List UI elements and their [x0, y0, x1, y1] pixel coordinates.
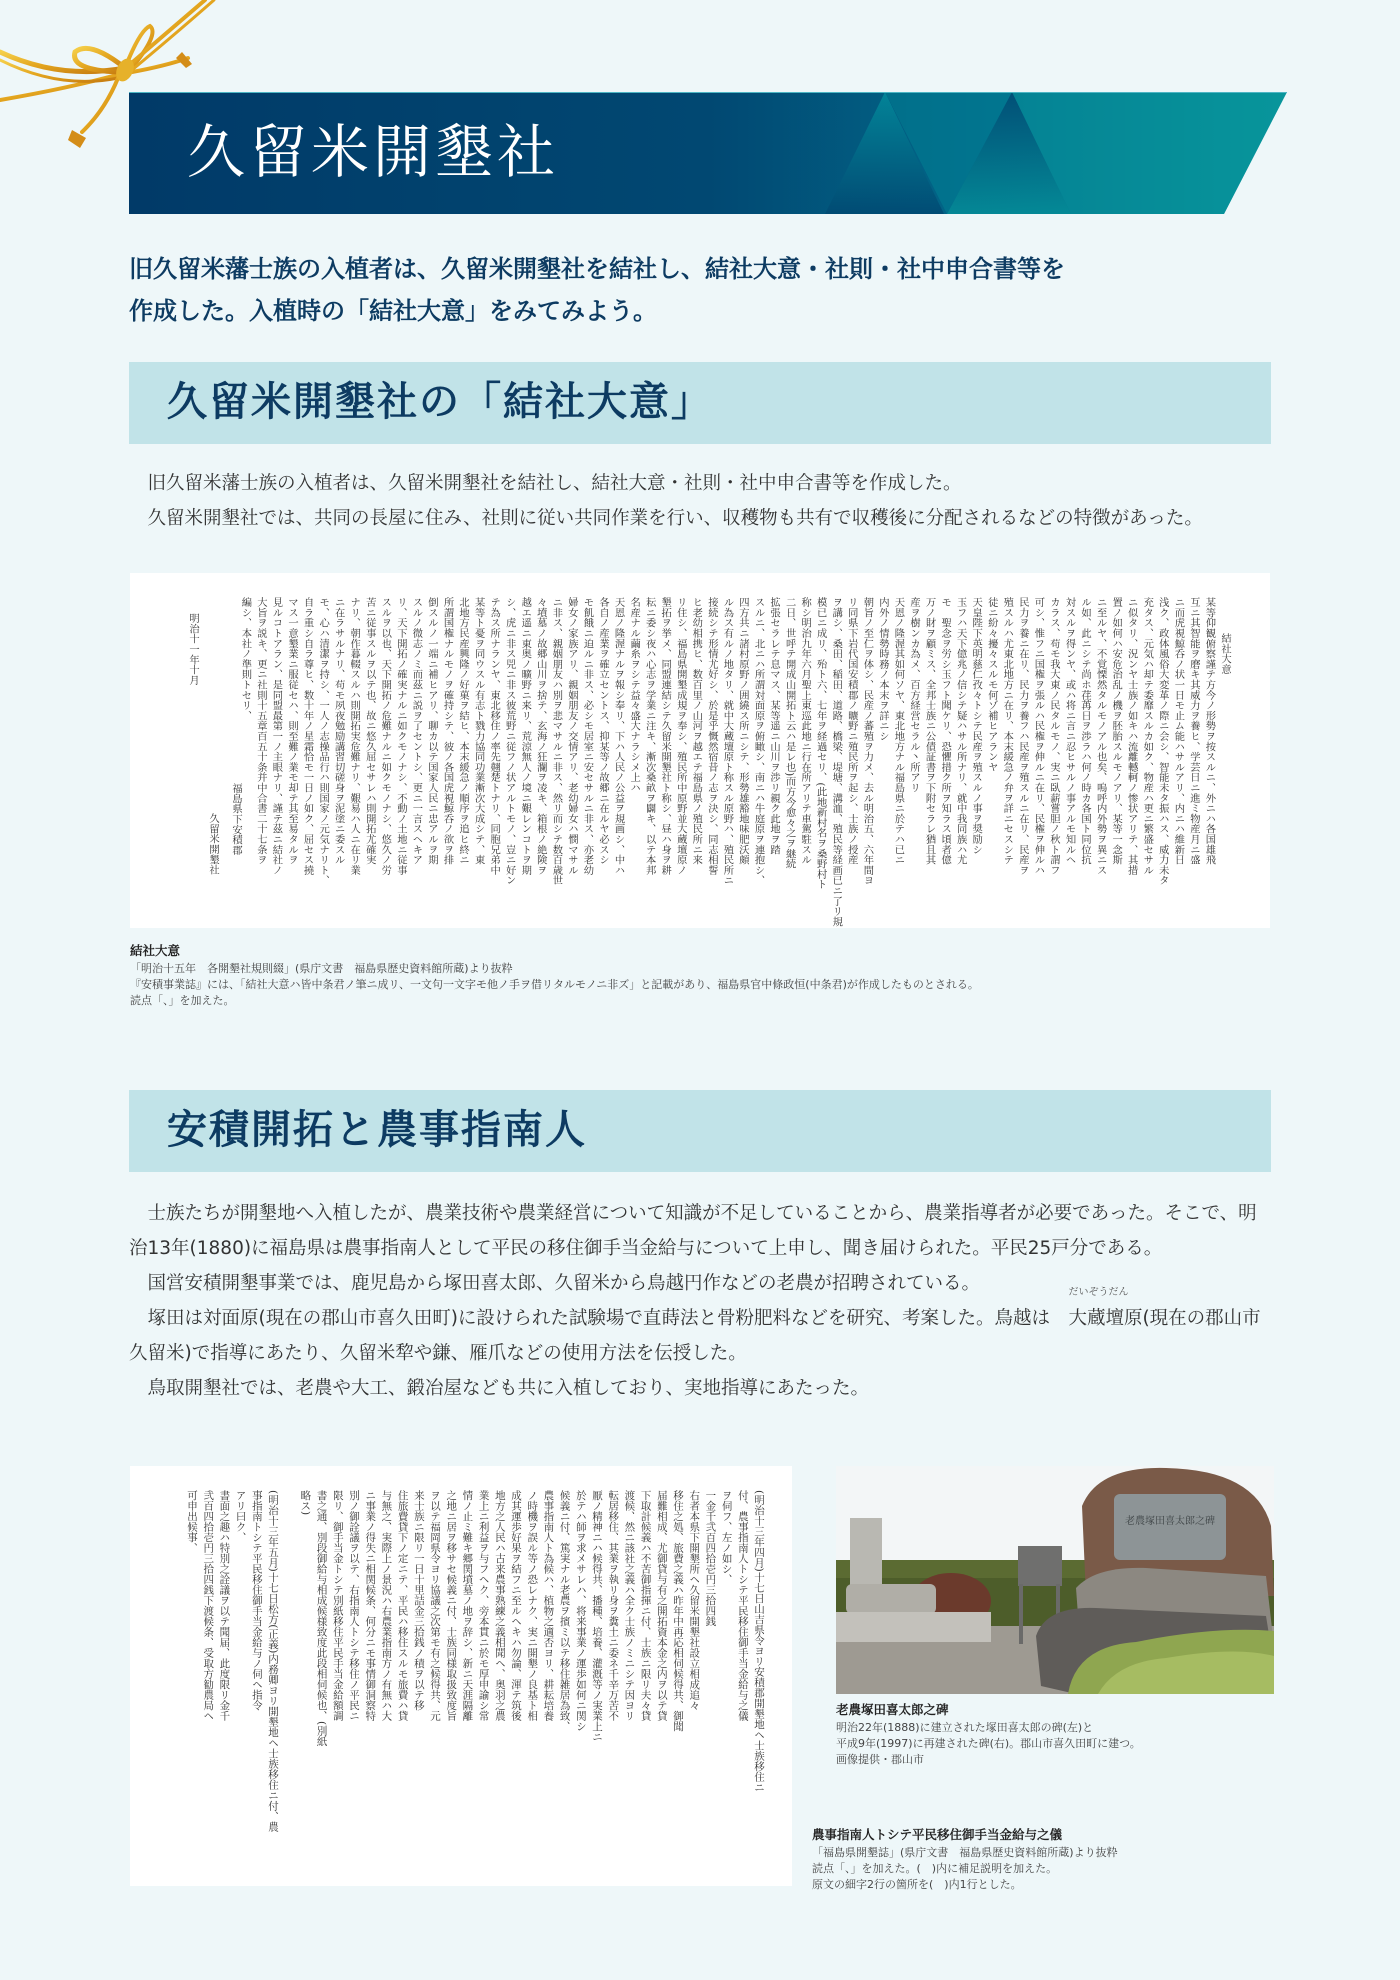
document-column: ニ似タリ、況ンヤ士族ノ如キハ流離轗軻ノ惨状アリテ、其措 [1125, 597, 1138, 876]
document-column: 北地方民産興隆ノ好菓ヲ結ヒ、本末緩急ノ順序ヲ追ヒ終ニ [457, 597, 470, 865]
document-column: 々墳墓ノ故郷山川ヲ捨テ、玄海ノ狂瀾ヲ凌キ、箱根ノ絶険ヲ [534, 597, 547, 876]
paragraph-text: 原(現在の郡山市久留米)で指導にあたり、久留米犂や鎌、雁爪などの使用方法を伝授した。 [129, 1308, 1261, 1364]
document-column: 置ノ如何ハ安危治乱ノ機ヲ胚胎スルモノアリ、某等一念斯 [1110, 597, 1123, 865]
document-column: 二日、世呼テ開成山開拓ト云ハ是レ也)而方今愈々之ヲ継続 [783, 597, 796, 869]
document-column: 拡張セラレテ息マス、某等遥ニ山川ヲ渉リ親ク此地ヲ踏 [768, 597, 781, 855]
section-title: 安積開拓と農事指南人 [167, 1106, 587, 1153]
document-column: 付、農事指南人トシテ平民移住御手当金給与之儀 [736, 1490, 749, 1721]
lead-text [129, 248, 1269, 332]
document-column: 見ルコトアラン、是同盟最第一ノ主眼ナリ、謹テ茲ニ結社ノ [270, 597, 283, 876]
document-column: 大旨ヲ説キ、更ニ社則十五章百五十条并中合書二十七条ヲ [254, 597, 267, 865]
caption-line: 『安積事業誌』には、「結社大意ハ皆中条君ノ筆ニ成リ、一文句一文字モ他ノ手ヲ借リタルモノニ非ズ」と記載があり、福島県官中條政恒(中条君)が作成したものとされる。 [130, 978, 979, 991]
document-column: 来士族ニ限リ一日十里詰金三拾銭ノ積ヲ以テ移 [412, 1490, 425, 1711]
document-column: 某等ト憂ヲ同ウスル有志ト戮力協同功業漸次大成シテ、東 [472, 597, 485, 865]
caption-line: 「福島県開墾誌」(県庁文書 福島県歴史資料館所蔵)より抜粋 [812, 1846, 1118, 1859]
document-column: 耘ニ委シ夜ハ心志ヲ学業ニ注キ、漸次桑畝ヲ闢キ、以テ本邦 [643, 597, 656, 876]
document-column: ヲ伺フ、左ノ如シ、 [720, 1490, 733, 1585]
document-column: 浅ク、政体風俗大変革ノ際ニ会シ、智能未タ振ハス、威力未タ [1156, 597, 1169, 886]
tsukada-monument-photo [836, 1466, 1274, 1694]
caption-line: 読点「、」を加えた。 [130, 994, 235, 1007]
document-column: 充タス、元気ハ却テ委靡スルカ如ク、物産ハ更ニ繁盛セサル [1141, 597, 1154, 876]
document-column: モ、心ハ清潔ヲ持シ、一人ノ志操品行ハ則国家ノ元気ナリト、 [317, 597, 330, 886]
document-column: 事指南トシテ平民移住御手当金給与ノ伺ヘ指令 [250, 1490, 263, 1711]
document-column: 略ス) [299, 1490, 312, 1516]
document-column: モ 聖念ヲ労シ玉フト聞ケリ、恐懼措ク所ヲ知ラス頃者億 [939, 597, 952, 865]
document-column: ニ非ス、親姻朋友ハ別ヲ悲マサルニ非ス、然リ而シテ数百歳世 [550, 597, 563, 886]
document-column: 結社大意 [1219, 633, 1231, 675]
caption-title: 老農塚田喜太郎之碑 [836, 1702, 949, 1717]
document-column: 住旅費貸下ノ定ニテ、平民ハ移住スルモ旅費ハ貸 [396, 1490, 409, 1721]
document-column: 一金千弐百四拾壱円三拾四銭 [704, 1490, 717, 1627]
document-column: 情ノ止ミ難キ郷関墳墓ノ地ヲ辞シ、新ニ天涯隔離 [461, 1490, 474, 1721]
document-column: 産ヲ樹ンカ為メ、百方経営セラル丶所アリ [908, 597, 920, 793]
caption-line: 画像提供・郡山市 [836, 1753, 924, 1766]
caption-line: 明治22年(1888)に建立された塚田喜太郎の碑(左)と [836, 1721, 1094, 1734]
document-column: 右者本県下開墾所ヘ久留米開墾社設立相成追々 [688, 1490, 701, 1711]
monument-photo-image [836, 1466, 1274, 1694]
section-header-ketsusha-taii [129, 362, 1271, 444]
document-column: 可申出候事、 [186, 1490, 198, 1553]
section-header-asaka-kaitaku [129, 1090, 1271, 1172]
document-column: 殖スルハ尤東北地方ニ在リ、本末緩急ノ弁ヲ詳ニセスシテ [1001, 597, 1014, 865]
document-column: ノ時機ヲ誤ル等ノ恐レナク、実ニ開墾ノ良基ト相 [526, 1490, 539, 1721]
document-column: リ、天下開拓ノ確実ナルニ如クモノナシ、不動ノ土地ニ従事 [394, 597, 407, 876]
paragraph: 国営安積開墾事業では、鹿児島から塚田喜太郎、久留米から鳥越円作などの老農が招聘されている。 [147, 1273, 981, 1294]
document-column: 与無之、実際上ノ景況ハ右農業指南方ノ有無ハ大 [380, 1490, 393, 1721]
caption-line: 平成9年(1997)に再建された碑(右)。郡山市喜久田町に建つ。 [836, 1737, 1141, 1750]
document-column: スルノ微志ノミ而茲ニ説ヲ了セントシ、更ニ一言スヘキア [410, 597, 423, 865]
lead-line: 旧久留米藩士族の入植者は、久留米開墾社を結社し、結社大意・社則・社中申合書等を [129, 254, 1065, 283]
document-column: ヲ講シ、桑田、稲田、道路、橋梁、堤塘、溝洫、殖民等経画已ニ了リ規 [830, 597, 843, 927]
document-column: 自ラ重シ自ラ尊ヒ、数十年ノ星霜恰モ一日ノ如ク、屈セス撓 [301, 597, 314, 876]
document-column: 各自ノ産業ヲ確立セントス、抑某等ノ故郷ニ在ルヤ必スシ [597, 597, 609, 865]
document-column: 互ニ其智能ヲ磨キ其威力ヲ養ヒ、学芸日ニ進ミ物産月ニ盛 [1187, 597, 1200, 865]
document-column: 対スルヲ得ンヤ、或ハ将ニ言ニ忍ヒサルノ事アルモ知ルヘ [1063, 597, 1076, 865]
document-column: (明治十三年四月)十七日山吉県令ヨリ安積郡開墾地ヘ士族移住ニ [753, 1490, 765, 1793]
ruby-word [1050, 1287, 1129, 1336]
section2-body [129, 1196, 1271, 1406]
document-column: 転居移住、其業ヲ執リ身ヲ糞土ニ委ネ千辛万苦不 [607, 1490, 620, 1721]
document-column: 倒スルノ一端ニ補ヒアリ、聊カ以テ国家人民ニ忠アルヲ期 [425, 597, 438, 865]
document-column: 届難相成、尤御貸与有之開拓資本金之内ヲ以テ貸 [655, 1490, 668, 1721]
document-column: ニ在ラサルナリ、苟モ夙夜勉励講習切磋身ヲ泥塗ニ委スル [332, 597, 345, 865]
lead-line: 作成した。入植時の「結社大意」をみてみよう。 [129, 296, 657, 325]
document-column: 厭ノ精神ニハ候得共、播種、培養、灌漑等ノ実業上ニ [591, 1490, 603, 1742]
page-title: 久留米開墾社 [187, 118, 560, 186]
document-column: 朝旨ノ至仁ヲ体シ、民産ノ蕃殖ヲ力メ、去ル明治五、六年間ヨ [861, 597, 874, 886]
document-column: 業上ニ利益ヲ与フヘク、旁本貫ニ於モ厚申諭シ常 [477, 1490, 490, 1721]
document-column: リ住シ、福島県開墾成規ヲ奉シ、殖民所中原野並大蔵壇原ノ [674, 597, 687, 876]
document-column: アリ曰ク、 [234, 1490, 247, 1543]
document-column: 於テハ師ヲ求メサレハ、将来事業ノ運歩如何ニ関シ [574, 1490, 587, 1732]
document-column: 四方共ニ諸村原野ノ囲繞ス所ニシテ、形勢雄豁地味肥沃頗 [736, 597, 749, 865]
document-column: リ同県下岩代国安積郡ノ曠野ニ殖民所ヲ起シ、士族ノ授産 [845, 597, 858, 865]
paragraph-with-ruby [129, 1287, 1271, 1371]
noji-shinannin-document [130, 1466, 792, 1886]
document-column: 名産ナル繭糸ヲシテ益々盛大ナラシメ上ハ [628, 597, 641, 793]
document-column: 書之通、別段御給与相成候様致度此段相伺候也、(別紙 [315, 1490, 328, 1747]
document-column: シ、虎ニ非ス兕ニ非ス彼荒野ニ従フノ状アルトモノ、豈ニ好ン [503, 597, 516, 886]
document-column: 候義ニ付、篤実ナル老農ヲ擯ミ以テ移住雑居為致、 [558, 1490, 571, 1732]
document-signature-org: 久留米開墾社 [207, 813, 219, 875]
title-banner [129, 92, 1287, 214]
ruby-base: 大蔵壇 [1068, 1308, 1124, 1329]
section-title: 久留米開墾社の「結社大意」 [167, 378, 713, 425]
document-column: 万ノ財ヲ顧ミス、全邦士族ニ公債証書ヲ下附セラレ猶且其 [923, 597, 936, 865]
document-column: 徒ニ紛々擾々スルモ何ゾ補ヒアランヤ [985, 597, 998, 773]
document-column: 模已ニ成リ、殆ト六、七年ヲ経過セリ、(此地新村名ヲ桑野村ト [814, 597, 827, 890]
caption-line: 「明治十五年 各開墾社規則綴」(県庁文書 福島県歴史資料館所蔵)より抜粋 [130, 962, 513, 975]
section1-body [129, 466, 1271, 536]
caption-title: 結社大意 [130, 943, 181, 958]
document-column: 之地ニ居ヲ移サセ候義ニ付、士族同様取扱致度旨 [445, 1490, 458, 1721]
document-column: 接続シテ形情尤好シ、於是乎慨然宿昔ノ志ヲ決シ、同志相誓 [705, 597, 718, 876]
ketsusha-taii-document [130, 573, 1270, 928]
document-column: 苦ニ従事スルヲ以テ也、故ニ悠久屈セサレハ則開拓尤確実 [363, 597, 376, 865]
document-column: ヒ老幼相携ヒ、数百里ノ山河ヲ越エテ福島県ノ殖民所ニ来 [690, 597, 703, 865]
document-column: 内外ノ情勢時務ノ本末ヲ詳ニシ [876, 597, 889, 742]
document-column: マス一意墾業ニ服従セハ、則至難ノ業モ却テ其至易タルヲ [286, 597, 298, 865]
document-column: 地方之人民ハ古来農事熟練之義相聞ヘ、奥羽之農 [493, 1490, 506, 1721]
ketsusha-taii-caption [130, 941, 1230, 1009]
document-column: 成其運歩好果ヲ結フニ至ルヘキハ勿論、渾テ筑後 [510, 1490, 522, 1721]
document-column: 可シ、惟フニ国権ヲ張ルハ民権ヲ伸ルニ在リ、民権ヲ伸ルハ [1032, 597, 1045, 876]
document-column: 移住之処、旅費之義ハ昨年中再応相伺候得共、御聞 [672, 1490, 684, 1732]
document-column: 書面之趣ハ特別之詮議ヲ以テ聞届、此度限リ金千 [218, 1490, 231, 1721]
document-column: 所謂国権ナルモノヲ確持シテ、彼ノ各国虎視鯨呑ノ欲ヲ排 [441, 597, 454, 865]
document-column: 下取計候義ハ不苦御指揮ニ付、士族ニ限リ夫々貸 [639, 1490, 652, 1721]
document-column: 編シ、本社ノ準則トセリ、 [239, 597, 252, 721]
caption-line: 読点「、」を加えた。( )内に補足説明を加えた。 [812, 1862, 1058, 1875]
document-column: ニ事業ノ得失ニ相関候条、何分ニモ事情御洞察特 [364, 1490, 377, 1721]
document-column: 越エ遥ニ東奥ノ曠野ニ来リ、荒涼無人ノ境ニ艱レンコトヲ期 [519, 597, 532, 876]
document-column: スルニ、北ニハ所謂対面原ヲ俯瞰シ、南ニハ牛庭原ヲ連抱シ、 [752, 597, 765, 886]
document-column: テ為ス所ナランヤ、東北移住ノ率先翹楚トナリ、同胞兄弟中 [488, 597, 501, 876]
document-column: 民力ヲ養ニ在リ、民力ヲ養フハ民産ヲ殖スルニ在リ、民産ヲ [1016, 597, 1029, 876]
ruby-reading: だいぞうだん [1068, 1287, 1129, 1298]
document-column: 天皇陛下英明慈仁孜々トシテ民産ヲ殖スルノ事ヲ奨励シ [970, 597, 983, 855]
document-column: (明治十三年五月)十七日松方(正義)内務卿ヨリ開墾地ヘ士族移住ニ付、農 [267, 1490, 279, 1832]
document-column: 天恩ノ隆渥其如何ソヤ、東北地方ナル福島県ニ於テハ已ニ [892, 597, 905, 865]
document-column: 弐百四拾壱円三拾四銭下渡候条、受取方勧農局ヘ [202, 1490, 215, 1721]
paragraph-text: 塚田は対面原(現在の郡山市喜久田町)に設けられた試験場で直蒔法と骨粉肥料などを研究、考案した。鳥越は [147, 1308, 1050, 1329]
document-column: 婦女ノ家族アリ、親姻朋友ノ交情アリ、老幼婦女ハ憫マサル [565, 597, 578, 876]
document-column: カラス、苟モ我大東ノ民タルモノ、実ニ臥薪嘗胆ノ秋ト謂フ [1047, 597, 1060, 876]
document-column: 渡候、然ニ該社之義ハ全ク士族ノミニシテ因ヨリ [623, 1490, 636, 1721]
caption-title: 農事指南人トシテ平民移住御手当金給与之儀 [812, 1827, 1063, 1842]
document-column: ヲ以テ福岡県令ヨリ協議之次第モ有之候得共、元 [429, 1490, 441, 1721]
monument-inscription: 老農塚田喜太郎之碑 [1125, 1516, 1215, 1527]
paragraph: 久留米開墾社では、共同の長屋に住み、社則に従い共同作業を行い、収穫物も共有で収穫後に分配されるなどの特徴があった。 [147, 508, 1203, 529]
paragraph: 旧久留米藩士族の入植者は、久留米開墾社を結社し、結社大意・社則・社中申合書等を作成した。 [147, 473, 962, 494]
document-column: スルヲ以也、天下開拓ノ危難ナルニ如クモノナシ、悠久ノ労 [379, 597, 392, 876]
document-column: ニ至ルヤ、不覚慄然タルモノアル也矣、嗚呼内外勢ヲ異ニス [1094, 597, 1107, 876]
document-signature-date: 明治十一年十月 [187, 613, 199, 686]
document-column: ル為ス有ルノ地タリ、就中大蔵壇原ト称スル原野ハ、殖民所ニ [721, 597, 734, 886]
document-column: 墾拓ヲ挙メ、同盟連結シテ久留米開墾社ト称シ、昼ハ身ヲ耕 [659, 597, 672, 876]
document-column: ニ而虎視鯨呑ノ状一日モ止ム能ハサルアリ、内ニハ維新日 [1172, 597, 1185, 865]
document-column: 別ノ御詮議ヲ以テ、右指南人トシテ移住ノ平民ニ [348, 1490, 360, 1721]
photo-caption [836, 1700, 1276, 1768]
document-column: 玉フハ天下億兆ノ信シテ疑ハサル所ナリ、就中我同族ハ尤 [954, 597, 967, 865]
document-column: モ飢餓ニ迫ルニ非ス、必シモ居室ニ安セサルニ非ス、亦老幼 [581, 597, 594, 876]
paragraph: 鳥取開墾社では、老農や大工、鍛冶屋なども共に入植しており、実地指導にあたった。 [147, 1378, 870, 1399]
document-signature-place: 福島県下安積郡 [230, 783, 242, 856]
document-column: 称シ明治九年六月聖上東巡此地ニ行在所アリテ車駕駐スル [799, 597, 812, 865]
document-column: 天恩ノ隆渥ナルヲ報シ奉リ、下ハ人民ノ公益ヲ規画シ、中ハ [612, 597, 625, 876]
caption-line: 原文の細字2行の箇所を( )内1行とした。 [812, 1878, 1022, 1891]
paragraph: 士族たちが開墾地へ入植したが、農業技術や農業経営について知識が不足していることから、農業指導者が必要であった。そこで、明治13年(1880)に福島県は農事指南人として平民の移住御手当金給与について上申し、聞き届けられた。平民25戸分である。 [129, 1203, 1257, 1259]
document-column: ナリ、朝作暮輟スルハ則開拓実危難ナリ、艱易ハ人ニ在リ業 [348, 597, 361, 876]
noji-shinannin-caption [812, 1825, 1272, 1893]
document-column: ル如、此ニシテ尚ホ荏苒日ヲ渉ラハ何ノ時カ各国ト同位抗 [1079, 597, 1092, 865]
document-column: 農事指南人ト為候ハ、植物之適否ヨリ、耕耘培養 [542, 1490, 555, 1721]
document-column: 某等仰観俯察謹テ方今ノ形勢ヲ按スルニ、外ニハ各国雄飛 [1203, 597, 1216, 865]
document-column: 限リ、御手当金トシテ別紙移住平民手当金給額調 [331, 1490, 344, 1721]
